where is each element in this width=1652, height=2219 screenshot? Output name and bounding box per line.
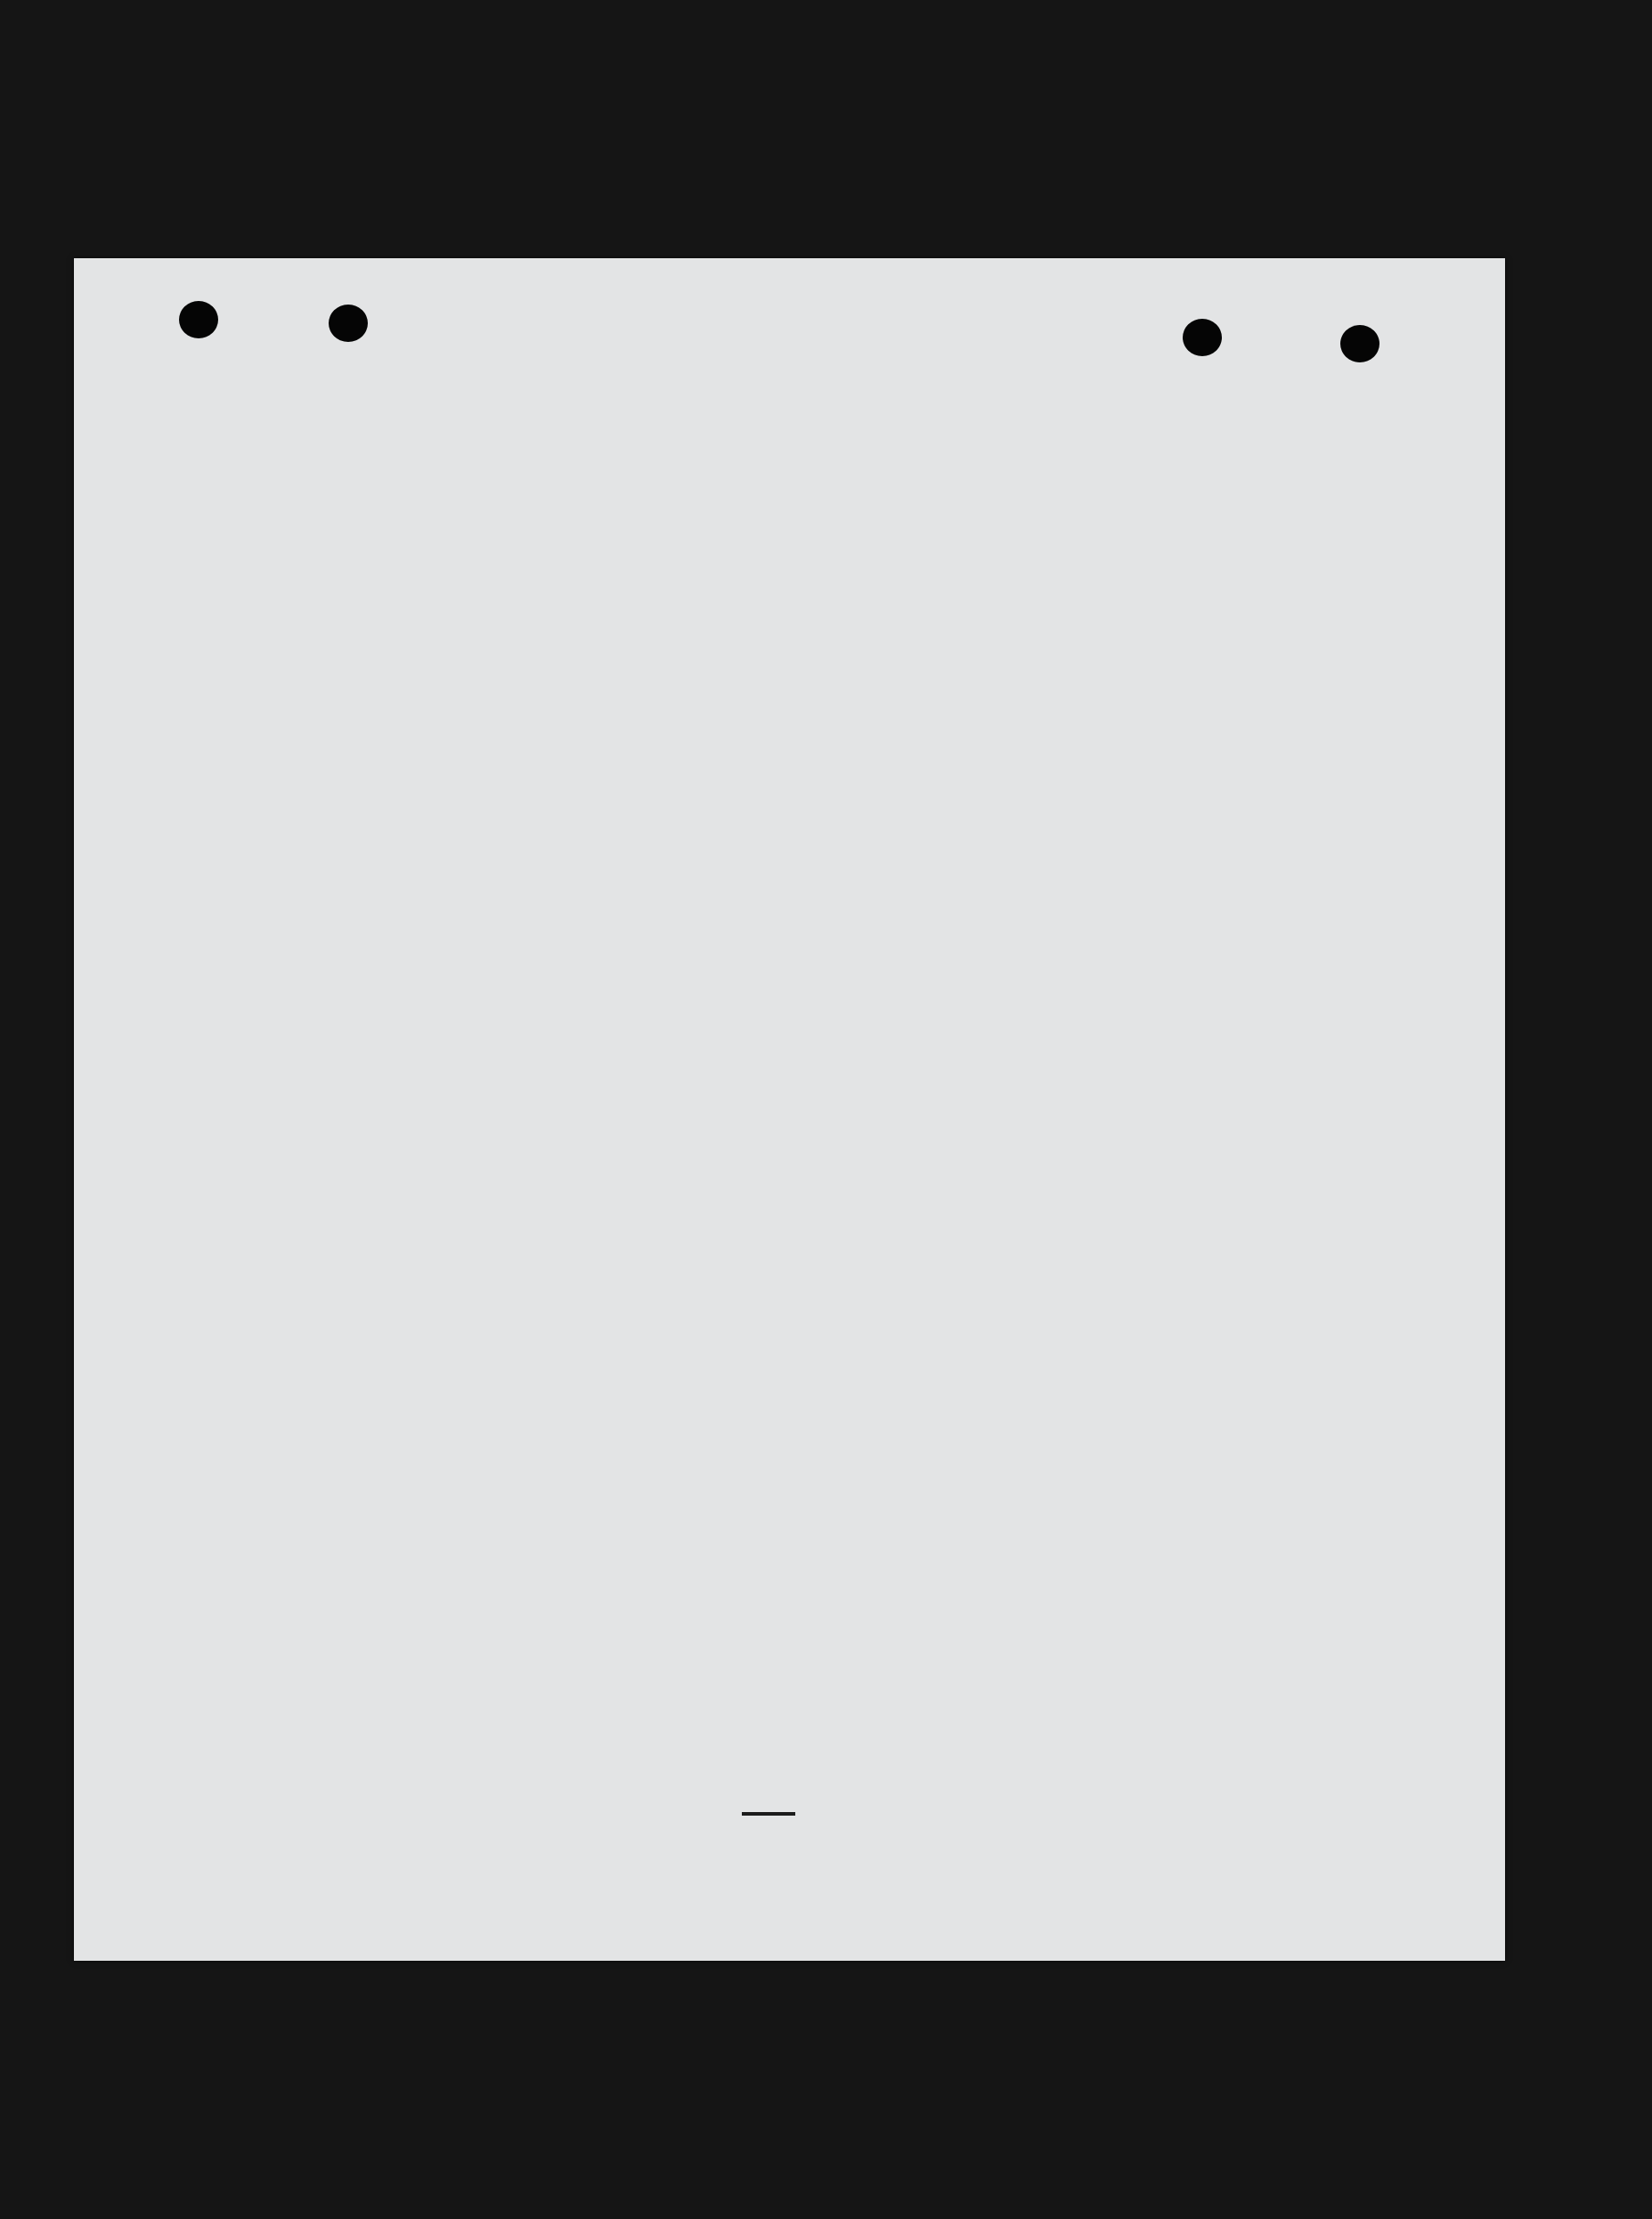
punch-hole	[179, 301, 218, 338]
punch-hole	[1183, 319, 1222, 356]
document-page	[74, 258, 1505, 1961]
punch-hole	[1340, 325, 1379, 362]
punch-hole	[329, 305, 368, 342]
page-dash	[742, 1812, 795, 1816]
